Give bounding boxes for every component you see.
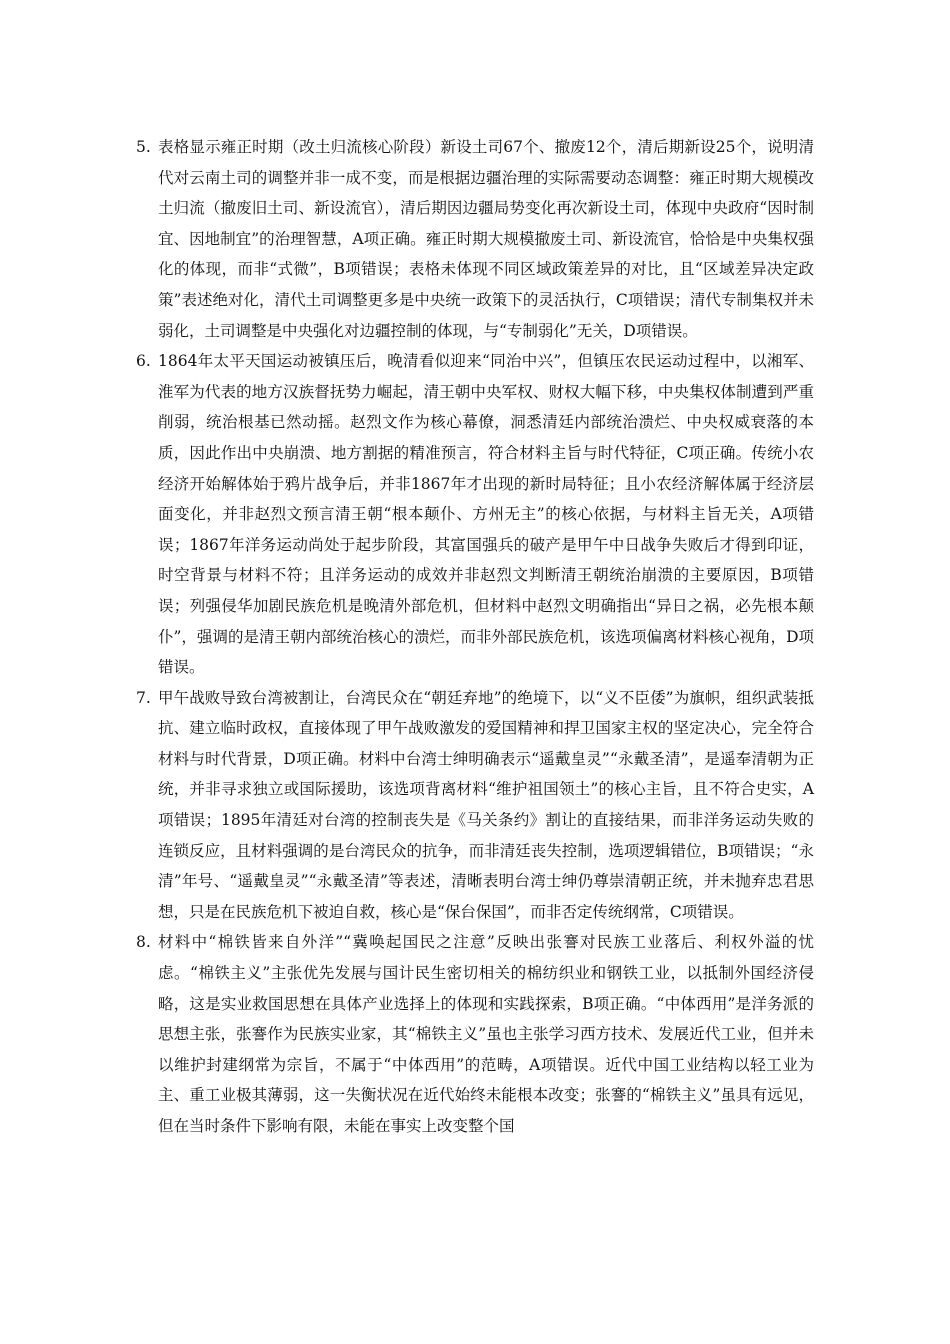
item-number: 7. bbox=[136, 688, 151, 707]
item-number: 6. bbox=[136, 352, 151, 371]
answer-item-6 bbox=[136, 346, 814, 683]
item-text: 材料中“棉铁皆来自外洋”“冀唤起国民之注意”反映出张謇对民族工业落后、利权外溢的忧虑。“棉铁主义”主张优先发展与国计民生密切相关的棉纺织业和钢铁工业，以抵制外国经济侵略，这是实业救国思想在具体产业选择上的体现和实践探索，B项正确。“中体西用”是洋务派的思想主张，张謇作为民族实业家，其“棉铁主义”虽也主张学习西方技术、发展近代工业，但并未以维护封建纲常为宗旨，不属于“中体西用”的范畴，A项错误。近代中国工业结构以轻工业为主、重工业极其薄弱，这一失衡状况在近代始终未能根本改变；张謇的“棉铁主义”虽具有远见，但在当时条件下影响有限，未能在事实上改变整个国 bbox=[158, 933, 814, 1135]
item-text: 甲午战败导致台湾被割让，台湾民众在“朝廷弃地”的绝境下，以“义不臣倭”为旗帜，组织武装抵抗、建立临时政权，直接体现了甲午战败激发的爱国精神和捍卫国家主权的坚定决心，完全符合材料与时代背景，D项正确。材料中台湾士绅明确表示“遥戴皇灵”“永戴圣清”，是遥奉清朝为正统，并非寻求独立或国际援助，该选项背离材料“维护祖国领土”的核心主旨，且不符合史实，A项错误；1895年清廷对台湾的控制丧失是《马关条约》割让的直接结果，而非洋务运动失败的连锁反应，且材料强调的是台湾民众的抗争，而非清廷丧失控制，选项逻辑错位，B项错误；“永清”年号、“遥戴皇灵”“永戴圣清”等表述，清晰表明台湾士绅仍尊崇清朝正统，并未抛弃忠君思想，只是在民族危机下被迫自救，核心是“保台保国”，而非否定传统纲常，C项错误。 bbox=[158, 688, 814, 921]
answer-item-7 bbox=[136, 683, 814, 928]
answer-item-5 bbox=[136, 132, 814, 346]
item-text: 表格显示雍正时期（改土归流核心阶段）新设土司67个、撤废12个，清后期新设25个，说明清代对云南土司的调整并非一成不变，而是根据边疆治理的实际需要动态调整：雍正时期大规模改土归流（撤废旧土司、新设流官），清后期因边疆局势变化再次新设土司，体现中央政府“因时制宜、因地制宜”的治理智慧，A项正确。雍正时期大规模撤废土司、新设流官，恰恰是中央集权强化的体现，而非“式微”，B项错误；表格未体现不同区域政策差异的对比，且“区域差异决定政策”表述绝对化，清代土司调整更多是中央统一政策下的灵活执行，C项错误；清代专制集权并未弱化，土司调整是中央强化对边疆控制的体现，与“专制弱化”无关，D项错误。 bbox=[158, 138, 814, 340]
item-number: 8. bbox=[136, 933, 151, 952]
item-number: 5. bbox=[136, 138, 151, 156]
answer-item-8 bbox=[136, 927, 814, 1141]
item-text: 1864年太平天国运动被镇压后，晚清看似迎来“同治中兴”，但镇压农民运动过程中，以湘军、淮军为代表的地方汉族督抚势力崛起，清王朝中央军权、财权大幅下移，中央集权体制遭到严重削弱，统治根基已然动摇。赵烈文作为核心幕僚，洞悉清廷内部统治溃烂、中央权威衰落的本质，因此作出中央崩溃、地方割据的精准预言，符合材料主旨与时代特征，C项正确。传统小农经济开始解体始于鸦片战争后，并非1867年才出现的新时局特征；且小农经济解体属于经济层面变化，并非赵烈文预言清王朝“根本颠仆、方州无主”的核心依据，与材料主旨无关，A项错误；1867年洋务运动尚处于起步阶段，其富国强兵的破产是甲午中日战争失败后才得到印证，时空背景与材料不符；且洋务运动的成效并非赵烈文判断清王朝统治崩溃的主要原因，B项错误；列强侵华加剧民族危机是晚清外部危机，但材料中赵烈文明确指出“异日之祸，必先根本颠仆”，强调的是清王朝内部统治核心的溃烂，而非外部民族危机，该选项偏离材料核心视角，D项错误。 bbox=[158, 352, 814, 677]
